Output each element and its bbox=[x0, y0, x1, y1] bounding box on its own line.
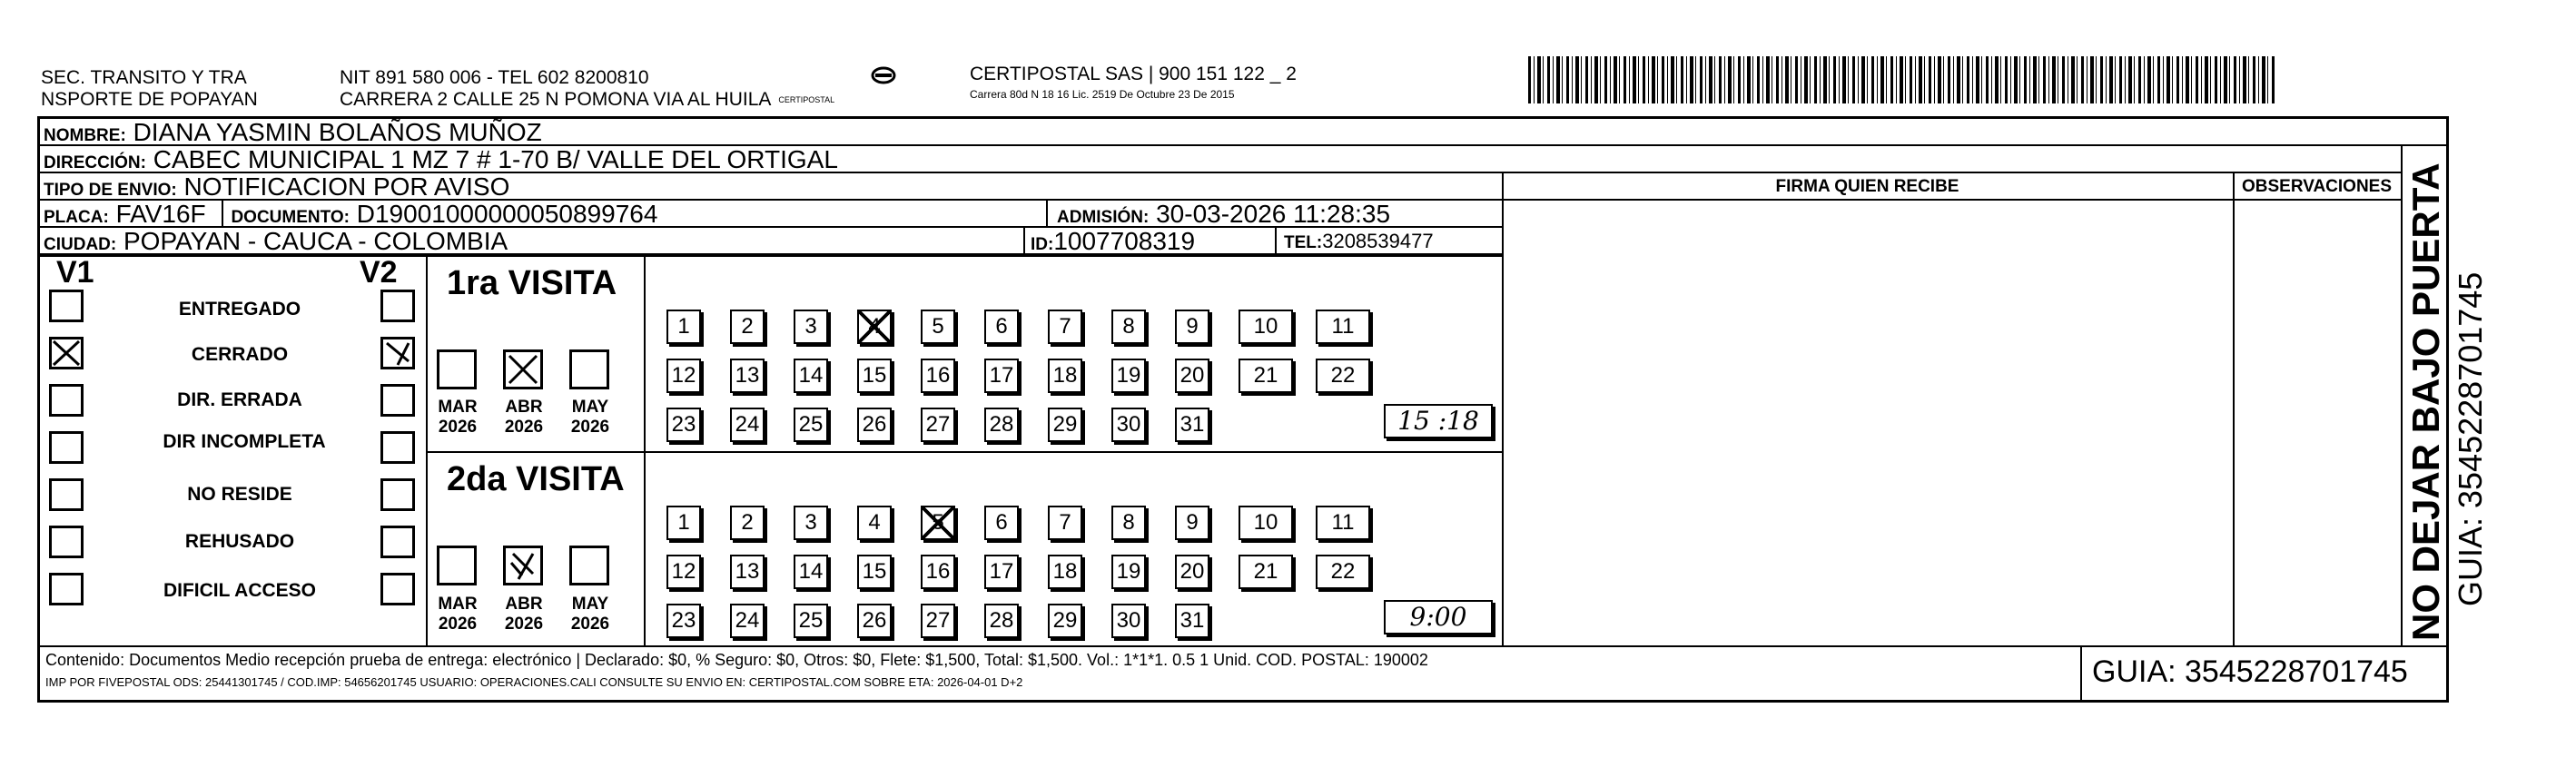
address-line: CARRERA 2 CALLE 25 N POMONA VIA AL HUILA bbox=[340, 89, 772, 110]
v1-days-day-5[interactable]: 5 bbox=[921, 310, 955, 344]
v1-days-day-26[interactable]: 26 bbox=[857, 408, 892, 442]
nombre-label: NOMBRE: bbox=[44, 126, 126, 145]
v2-days-day-16[interactable]: 16 bbox=[921, 555, 955, 589]
observaciones-label: OBSERVACIONES bbox=[2241, 177, 2393, 196]
v2-days-day-20[interactable]: 20 bbox=[1175, 555, 1209, 589]
status-dir-incompleta: DIR INCOMPLETA bbox=[163, 431, 326, 452]
signature-divider bbox=[1502, 173, 1504, 645]
v1-days-day-27[interactable]: 27 bbox=[921, 408, 955, 442]
id-label: ID: bbox=[1031, 235, 1054, 254]
v1-days-day-4[interactable]: 4 bbox=[857, 310, 892, 344]
admision-value: 30-03-2026 11:28:35 bbox=[1156, 200, 1391, 228]
v2-days-day-8[interactable]: 8 bbox=[1111, 506, 1146, 540]
v2-days-day-28[interactable]: 28 bbox=[984, 604, 1019, 638]
v1-days-day-21[interactable]: 21 bbox=[1239, 359, 1293, 393]
visit-2-mar-checkbox[interactable] bbox=[437, 546, 477, 585]
v2-days-day-5[interactable]: 5 bbox=[921, 506, 955, 540]
visit-1-time: 15 :18 bbox=[1397, 406, 1479, 436]
v1-days-day-23[interactable]: 23 bbox=[666, 408, 701, 442]
v2-days-day-9[interactable]: 9 bbox=[1175, 506, 1209, 540]
v2-days-day-25[interactable]: 25 bbox=[794, 604, 828, 638]
v2-days-day-11[interactable]: 11 bbox=[1316, 506, 1370, 540]
v2-days-day-4[interactable]: 4 bbox=[857, 506, 892, 540]
month-divider bbox=[644, 255, 646, 645]
v2-days-day-2[interactable]: 2 bbox=[730, 506, 765, 540]
v2-rehusado-checkbox[interactable] bbox=[380, 526, 415, 558]
tel-cell bbox=[1275, 228, 1434, 255]
status-dificil-acceso: DIFICIL ACCESO bbox=[163, 580, 316, 601]
v1-days-day-15[interactable]: 15 bbox=[857, 359, 892, 393]
v2-days-day-3[interactable]: 3 bbox=[794, 506, 828, 540]
v1-days-day-9[interactable]: 9 bbox=[1175, 310, 1209, 344]
v1-days-day-20[interactable]: 20 bbox=[1175, 359, 1209, 393]
v2-dificil-acceso-checkbox[interactable] bbox=[380, 573, 415, 605]
v1-days-day-3[interactable]: 3 bbox=[794, 310, 828, 344]
v1-days-day-8[interactable]: 8 bbox=[1111, 310, 1146, 344]
v2-days-day-14[interactable]: 14 bbox=[794, 555, 828, 589]
v2-days-day-22[interactable]: 22 bbox=[1316, 555, 1370, 589]
v2-days-day-19[interactable]: 19 bbox=[1111, 555, 1146, 589]
v1-days-day-31[interactable]: 31 bbox=[1175, 408, 1209, 442]
documento-value: D19001000000050899764 bbox=[356, 201, 658, 228]
v2-days-day-29[interactable]: 29 bbox=[1048, 604, 1082, 638]
tipo-label: TIPO DE ENVIO: bbox=[44, 181, 177, 200]
delivery-form bbox=[37, 116, 2449, 703]
courier-line: CERTIPOSTAL SAS | 900 151 122 _ 2 bbox=[970, 64, 1297, 84]
direccion-row bbox=[40, 146, 2401, 173]
visit-1-mar-label: MAR 2026 bbox=[438, 398, 478, 437]
visit-1-abr-label: ABR 2026 bbox=[504, 398, 544, 437]
status-rehusado: REHUSADO bbox=[184, 531, 295, 552]
id-value: 1007708319 bbox=[1053, 227, 1196, 255]
direccion-label: DIRECCIÓN: bbox=[44, 153, 146, 172]
barcode bbox=[1528, 56, 2275, 103]
v2-days-day-24[interactable]: 24 bbox=[730, 604, 765, 638]
status-divider bbox=[426, 255, 428, 645]
v2-days-day-12[interactable]: 12 bbox=[666, 555, 701, 589]
visit-1-abr-checkbox[interactable] bbox=[503, 349, 543, 389]
v2-days-day-7[interactable]: 7 bbox=[1048, 506, 1082, 540]
visit-2-abr-label: ABR 2026 bbox=[504, 595, 544, 634]
v2-days-day-18[interactable]: 18 bbox=[1048, 555, 1082, 589]
firma-label: FIRMA QUIEN RECIBE bbox=[1775, 177, 1959, 196]
v2-entregado-checkbox[interactable] bbox=[380, 290, 415, 322]
v1-days-day-19[interactable]: 19 bbox=[1111, 359, 1146, 393]
ciudad-label: CIUDAD: bbox=[44, 235, 117, 254]
v2-dir-errada-checkbox[interactable] bbox=[380, 384, 415, 417]
footer-content: Contenido: Documentos Medio recepción prueba de entrega: electrónico | Declarado: $0, % Seguro: $0, Otros: $0, Flete: $1,500, Total: $1,500. Vol.: 1*1*1. 0.5 1 Unid. COD. POSTAL: 190002 bbox=[45, 651, 1428, 669]
v1-dificil-acceso-checkbox[interactable] bbox=[49, 573, 84, 605]
v1-days-day-16[interactable]: 16 bbox=[921, 359, 955, 393]
v1-days-day-2[interactable]: 2 bbox=[730, 310, 765, 344]
placa-label: PLACA: bbox=[44, 208, 109, 227]
courier-logo-icon bbox=[870, 65, 897, 85]
v1-days-day-13[interactable]: 13 bbox=[730, 359, 765, 393]
v1-days-day-22[interactable]: 22 bbox=[1316, 359, 1370, 393]
v2-days-day-15[interactable]: 15 bbox=[857, 555, 892, 589]
v1-days-day-24[interactable]: 24 bbox=[730, 408, 765, 442]
v1-days-day-14[interactable]: 14 bbox=[794, 359, 828, 393]
placa-value: FAV16F bbox=[115, 201, 206, 228]
status-entregado: ENTREGADO bbox=[178, 299, 301, 320]
side-guia: GUIA: 3545228701745 bbox=[2452, 271, 2489, 606]
status-no-reside: NO RESIDE bbox=[187, 484, 292, 505]
visit-1-may-label: MAY 2026 bbox=[570, 398, 610, 437]
admision-label: ADMISIÓN: bbox=[1057, 208, 1150, 227]
v2-days-day-31[interactable]: 31 bbox=[1175, 604, 1209, 638]
direccion-value: CABEC MUNICIPAL 1 MZ 7 # 1-70 B/ VALLE DEL ORTIGAL bbox=[153, 146, 838, 173]
logo-text: CERTIPOSTAL bbox=[778, 95, 835, 104]
v2-no-reside-checkbox[interactable] bbox=[380, 478, 415, 511]
status-dir-errada: DIR. ERRADA bbox=[177, 389, 302, 410]
sender-contact bbox=[340, 67, 834, 111]
v2-days-day-26[interactable]: 26 bbox=[857, 604, 892, 638]
signature-header-line bbox=[1502, 199, 2401, 201]
visit-1-may-checkbox[interactable] bbox=[569, 349, 609, 389]
sender-line1: SEC. TRANSITO Y TRA bbox=[41, 67, 247, 88]
v1-days-day-17[interactable]: 17 bbox=[984, 359, 1019, 393]
id-cell bbox=[1023, 228, 1195, 255]
status-cerrado: CERRADO bbox=[191, 344, 289, 365]
visit-2-title: 2da VISITA bbox=[447, 460, 625, 498]
v1-days-day-1[interactable]: 1 bbox=[666, 310, 701, 344]
v2-days-day-27[interactable]: 27 bbox=[921, 604, 955, 638]
v1-label: V1 bbox=[56, 255, 94, 290]
nombre-value: DIANA YASMIN BOLAÑOS MUÑOZ bbox=[133, 119, 542, 146]
courier-sub: Carrera 80d N 18 16 Lic. 2519 De Octubre 23 De 2015 bbox=[970, 88, 1235, 101]
v1-days-day-10[interactable]: 10 bbox=[1239, 310, 1293, 344]
visit-1-title: 1ra VISITA bbox=[447, 264, 617, 302]
visit-2-time: 9:00 bbox=[1409, 602, 1467, 632]
v2-dir-incompleta-checkbox[interactable] bbox=[380, 431, 415, 464]
tel-value: 3208539477 bbox=[1322, 230, 1434, 252]
sender-line2: NSPORTE DE POPAYAN bbox=[41, 89, 258, 110]
v2-cerrado-checkbox[interactable] bbox=[380, 337, 415, 369]
visit-2-abr-checkbox[interactable] bbox=[503, 546, 543, 585]
documento-label: DOCUMENTO: bbox=[231, 208, 350, 227]
visit-divider bbox=[426, 451, 1502, 453]
v1-days-day-29[interactable]: 29 bbox=[1048, 408, 1082, 442]
v1-days-day-12[interactable]: 12 bbox=[666, 359, 701, 393]
visit-1-mar-checkbox[interactable] bbox=[437, 349, 477, 389]
v1-days-day-28[interactable]: 28 bbox=[984, 408, 1019, 442]
v2-days-day-13[interactable]: 13 bbox=[730, 555, 765, 589]
v2-days-day-17[interactable]: 17 bbox=[984, 555, 1019, 589]
observations-divider bbox=[2233, 173, 2235, 645]
visit-1-time-box[interactable] bbox=[1384, 404, 1493, 438]
v2-days-day-6[interactable]: 6 bbox=[984, 506, 1019, 540]
tipo-value: NOTIFICACION POR AVISO bbox=[183, 173, 510, 201]
v1-days-day-25[interactable]: 25 bbox=[794, 408, 828, 442]
v1-days-day-6[interactable]: 6 bbox=[984, 310, 1019, 344]
side-warning: NO DEJAR BAJO PUERTA bbox=[2404, 162, 2447, 641]
tipo-row bbox=[40, 173, 1502, 201]
v1-cerrado-checkbox[interactable] bbox=[49, 337, 84, 369]
v2-days-day-21[interactable]: 21 bbox=[1239, 555, 1293, 589]
visit-2-time-box[interactable] bbox=[1384, 600, 1493, 634]
v1-entregado-checkbox[interactable] bbox=[49, 290, 84, 322]
tel-label: TEL: bbox=[1284, 233, 1323, 252]
visit-2-may-label: MAY 2026 bbox=[570, 595, 610, 634]
footer-guia: GUIA: 3545228701745 bbox=[2092, 654, 2408, 689]
v2-days-day-1[interactable]: 1 bbox=[666, 506, 701, 540]
v1-days-day-18[interactable]: 18 bbox=[1048, 359, 1082, 393]
v1-days-day-7[interactable]: 7 bbox=[1048, 310, 1082, 344]
v1-days-day-30[interactable]: 30 bbox=[1111, 408, 1146, 442]
nit-line: NIT 891 580 006 - TEL 602 8200810 bbox=[340, 67, 649, 88]
v1-days-day-11[interactable]: 11 bbox=[1316, 310, 1370, 344]
right-edge-divider bbox=[2401, 146, 2403, 645]
ciudad-value: POPAYAN - CAUCA - COLOMBIA bbox=[123, 228, 508, 255]
admision-cell bbox=[1046, 201, 1390, 228]
v1-no-reside-checkbox[interactable] bbox=[49, 478, 84, 511]
v2-days-day-10[interactable]: 10 bbox=[1239, 506, 1293, 540]
v1-rehusado-checkbox[interactable] bbox=[49, 526, 84, 558]
visit-2-may-checkbox[interactable] bbox=[569, 546, 609, 585]
v1-dir-incompleta-checkbox[interactable] bbox=[49, 431, 84, 464]
v2-days-day-23[interactable]: 23 bbox=[666, 604, 701, 638]
footer-divider bbox=[40, 645, 2446, 647]
visit-2-mar-label: MAR 2026 bbox=[438, 595, 478, 634]
footer-imp: IMP POR FIVEPOSTAL ODS: 25441301745 / COD.IMP: 54656201745 USUARIO: OPERACIONES.CALI CONSULTE SU ENVIO EN: CERTIPOSTAL.COM SOBRE ETA: 2026-04-01 D+2 bbox=[45, 675, 1023, 689]
v1-dir-errada-checkbox[interactable] bbox=[49, 384, 84, 417]
nombre-row bbox=[40, 119, 2446, 146]
courier-info bbox=[970, 64, 1297, 101]
v2-label: V2 bbox=[360, 255, 398, 290]
sender-name bbox=[41, 67, 258, 111]
v2-days-day-30[interactable]: 30 bbox=[1111, 604, 1146, 638]
